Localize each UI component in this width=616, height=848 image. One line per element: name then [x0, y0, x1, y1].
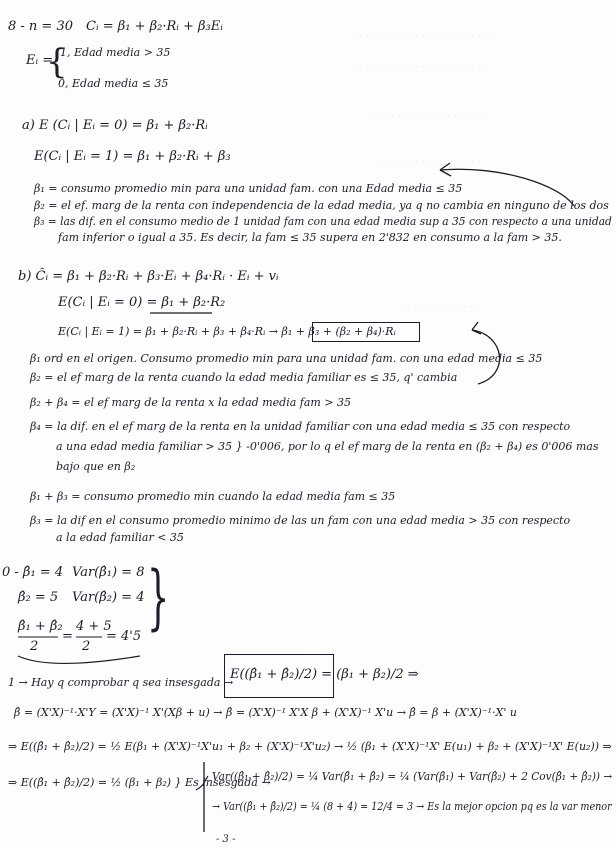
show-through-text: · · · · · · · · · · · · · · · · · — [370, 110, 486, 123]
dummy-definition-label: Eᵢ = — [26, 53, 54, 68]
sec10-frac-den2: 2 — [82, 639, 91, 654]
sec10-var1: Var(β̂₁) = 8 — [72, 565, 145, 580]
page-number: - 3 - — [216, 834, 236, 845]
arrow-stroke — [472, 330, 500, 384]
sec10-result: = 4'5 — [106, 629, 142, 644]
part-b-b4-line3: bajo que en β₂ — [56, 460, 136, 473]
part-a-b1: β₁ = consumo promedio min para una unidad fam. con una Edad media ≤ 35 — [34, 182, 463, 195]
step1-expectation-line: ⇒ E((β̂₁ + β̂₂)/2) = ½ E(β₁ + (X'X)⁻¹X'u₁ + β₂ + (X'X)⁻¹X'u₂) → ½ (β₁ + (X'X)⁻¹X' E(u₁) + β₂ + (X'X)⁻¹X' E(u₂)) ⇒ — [8, 740, 612, 753]
sec10-frac-den: 2 — [30, 639, 39, 654]
show-through-text: · · · · · · · · · · · · · · · · · · · · — [352, 60, 489, 73]
part-b-b3-line1: β₃ = la dif en el consumo promedio minimo de las un fam con una edad media > 35 con respecto — [30, 514, 571, 527]
step1-var-line2: → Var((β̂₁ + β̂₂)/2) = ¼ (8 + 4) = 12/4 = 3 → Es la mejor opcion pq es la var menor — [212, 800, 612, 813]
dummy-case-1: 1, Edad media > 35 — [60, 46, 171, 59]
part-b-b1b3: β₁ + β₃ = consumo promedio min cuando la edad media fam ≤ 35 — [30, 490, 396, 503]
part-b-b4-line2: a una edad media familiar > 35 } -0'006, por lo q el ef marg de la renta en (β₂ + β₄) es 0'006 mas — [56, 440, 599, 453]
sec10-b1: 0 - β̂₁ = 4 — [2, 565, 64, 580]
sec10-equals: = — [62, 629, 73, 644]
part-a-eq1: a) E (Cᵢ | Eᵢ = 0) = β₁ + β₂·Rᵢ — [22, 118, 208, 133]
step1-boxed-eq: E((β̂₁ + β̂₂)/2) = (β₁ + β₂)/2 ⇒ — [230, 667, 419, 682]
sec10-brace: } — [147, 556, 170, 638]
part-b-b4-line1: β₄ = la dif. en el ef marg de la renta en la unidad familiar con una edad media ≤ 35 con respecto — [30, 420, 571, 433]
dummy-brace: { — [46, 42, 68, 82]
part-b-b3-line2: a la edad familiar < 35 — [56, 531, 184, 544]
part-a-b2: β₂ = el ef. marg de la renta con independencia de la edad media, ya q no cambia en ninguno de los dos — [34, 199, 609, 212]
part-b-model: b) Ĉᵢ = β₁ + β₂·Rᵢ + β₃·Eᵢ + β₄·Rᵢ · Eᵢ + vᵢ — [18, 269, 279, 284]
part-a-b3-line1: β₃ = las dif. en el consumo medio de 1 unidad fam con una edad media sup a 35 con respecto a una unidad — [34, 215, 612, 228]
part-b-eq2: E(Cᵢ | Eᵢ = 1) = β₁ + β₂·Rᵢ + β₃ + β₄·Rᵢ → β₁ + β₃ + (β₂ + β₄)·Rᵢ — [58, 325, 396, 338]
sec10-b2: β̂₂ = 5 — [18, 590, 59, 605]
dummy-case-0: 0, Edad media ≤ 35 — [58, 77, 169, 90]
part-b-eq1: E(Cᵢ | Eᵢ = 0) = β₁ + β₂·R₂ — [58, 295, 226, 310]
show-through-text: · · · · · · · · · · · · · · · — [380, 155, 482, 168]
show-through-text: · · · · · · · · · · · · — [400, 300, 481, 313]
part-a-b3-line2: fam inferior o igual a 35. Es decir, la fam ≤ 35 supera en 2'832 en consumo a la fam > 35. — [58, 231, 562, 244]
sec10-frac-num2: 4 + 5 — [76, 619, 112, 634]
part-b-b2: β₂ = el ef marg de la renta cuando la edad media familiar es ≤ 35, q' cambia — [30, 371, 458, 384]
part-b-b2b4: β₂ + β₄ = el ef marg de la renta x la edad media fam > 35 — [30, 396, 352, 409]
part-b-b1: β₁ ord en el origen. Consumo promedio min para una unidad fam. con una edad media ≤ 35 — [30, 352, 543, 365]
step1-text: 1 → Hay q comprobar q sea insesgada → — [8, 676, 234, 689]
sec10-frac-num: β̂₁ + β̂₂ — [18, 619, 63, 634]
sec10-var2: Var(β̂₂) = 4 — [72, 590, 145, 605]
underbrace-stroke — [18, 656, 140, 664]
model-equation: Cᵢ = β₁ + β₂·Rᵢ + β₃Eᵢ — [86, 19, 223, 34]
part-a-eq2: E(Cᵢ | Eᵢ = 1) = β₁ + β₂·Rᵢ + β₃ — [34, 149, 231, 164]
arrow-stroke — [440, 169, 574, 206]
step1-unbiased-line: ⇒ E((β̂₁ + β̂₂)/2) = ½ (β₁ + β₂) } Es insesgada → — [8, 776, 271, 789]
show-through-text: · · · · · · · · · · · · · · · · · · · · · — [352, 30, 496, 43]
step1-var-line1: Var((β̂₁ + β̂₂)/2) = ¼ Var(β̂₁ + β̂₂) = ¼ (Var(β̂₁) + Var(β̂₂) + 2 Cov(β̂₁ + β̂₂)) → — [212, 770, 613, 783]
bracket-stroke — [196, 776, 208, 790]
problem-header: 8 - n = 30 — [8, 19, 73, 34]
step1-ols-line: β̂ = (X'X)⁻¹·X'Y = (X'X)⁻¹ X'(Xβ + u) → β̂ = (X'X)⁻¹ X'X β + (X'X)⁻¹ X'u → β̂ = β + (X'X)⁻¹·X' u — [14, 706, 517, 719]
